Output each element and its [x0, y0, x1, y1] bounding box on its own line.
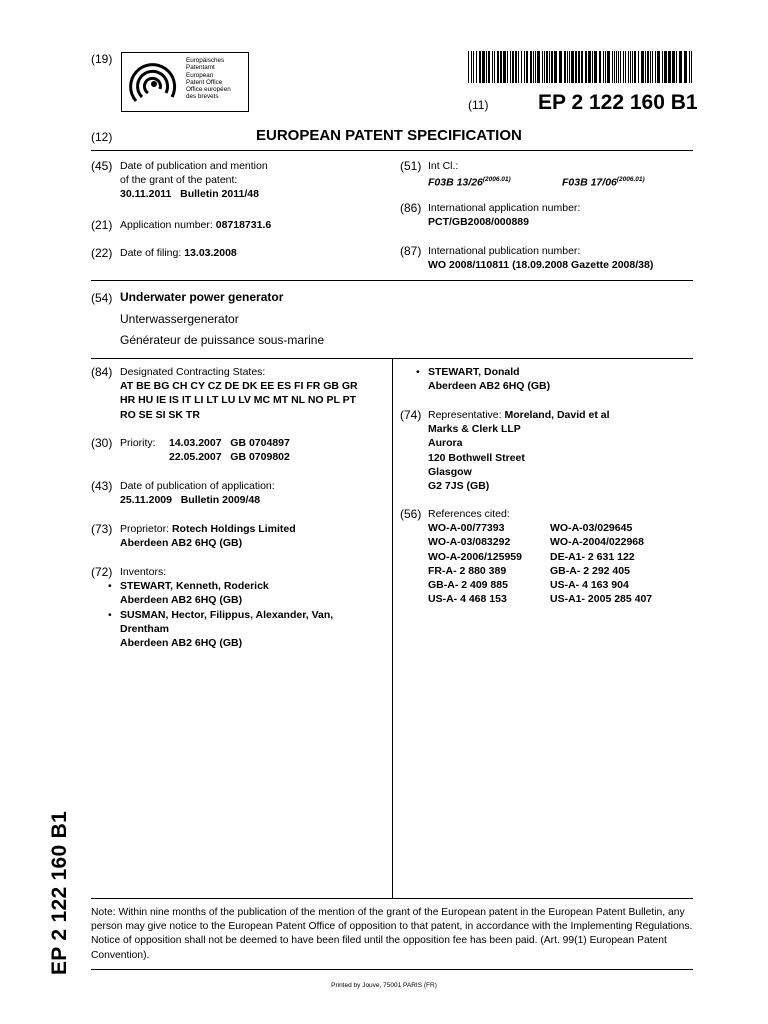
designated-states-block: Designated Contracting States: AT BE BG CH CY CZ DE DK EE ES FI FR GB GR HR HU IE IS IT LI LT LU LV MC MT NL NO PL PT RO SE SI SK TR [120, 366, 358, 421]
intl-publication-block: International publication number: WO 2008/110811 (18.09.2008 Gazette 2008/38) [428, 245, 654, 272]
inventor-2: SUSMAN, Hector, Filippus, Alexander, Van, Drentham Aberdeen AB2 6HQ (GB) [120, 609, 334, 650]
int-cl-1: F03B $13/26^{(2006.01)}$ [428, 176, 511, 189]
proprietor-address: Aberdeen AB2 6HQ (GB) [120, 537, 243, 550]
field-number-19: (19) [91, 52, 113, 66]
bullet-icon: • [416, 366, 420, 378]
field-number-21: (21) [91, 218, 113, 232]
reference-item: WO-A-03/083292 [428, 536, 511, 549]
application-publication-date: 25.11.2009 Bulletin 2009/48 [120, 494, 261, 507]
reference-item: WO-A-00/77393 [428, 522, 505, 534]
title-english: Underwater power generator [120, 290, 284, 304]
field-number-30: (30) [91, 436, 113, 450]
states-line: HR HU IE IS IT LI LT LU LV MC MT NL NO PL PT [120, 394, 357, 407]
inventors-label: Inventors: [120, 566, 167, 578]
field-number-86: (86) [400, 201, 422, 215]
int-cl-2: F03B $17/06^{(2006.01)}$ [562, 176, 645, 189]
reference-item: GB-A- 2 409 885 [428, 579, 508, 592]
application-publication-block: Date of publication of application: 25.11.2009 Bulletin 2009/48 [120, 480, 275, 507]
intl-application-block: International application number: PCT/GB2008/000889 [428, 202, 581, 229]
reference-item: WO-A-03/029645 [550, 522, 633, 534]
inventor-3: STEWART, Donald Aberdeen AB2 6HQ (GB) [428, 366, 551, 393]
divider [91, 898, 693, 899]
opposition-note: Note: Within nine months of the publication of the mention of the grant of the European patent in the European Patent Bulletin, any person may give notice to the European Patent Office of opposition to that patent, in accordance with the Implementing Regulations. Notice of opposition shall not be deemed to have been filed until the opposition fee has been paid. (Art. 99(1) European Patent Convention). [91, 907, 693, 961]
divider [91, 280, 693, 281]
filing-date-row: Date of filing: 13.03.2008 [120, 247, 237, 259]
side-publication-number: EP 2 122 160 B1 [48, 810, 71, 975]
reference-item: US-A1- 2005 285 407 [550, 593, 653, 606]
bullet-icon: • [108, 580, 112, 592]
reference-item: WO-A-2006/125959 [428, 550, 522, 563]
document-title: EUROPEAN PATENT SPECIFICATION [256, 127, 522, 144]
reference-item: WO-A-2004/022968 [550, 536, 644, 549]
references-label: References cited: [428, 508, 510, 520]
proprietor-name: Rotech Holdings Limited [171, 523, 296, 535]
epo-logo-icon [128, 57, 180, 109]
reference-item: US-A- 4 163 904 [550, 579, 629, 592]
field-number-11: (11) [468, 98, 489, 112]
field-number-45: (45) [91, 159, 113, 173]
field-number-87: (87) [400, 244, 422, 258]
title-german: Unterwassergenerator [120, 312, 239, 326]
states-line: AT BE BG CH CY CZ DE DK EE ES FI FR GB GR [120, 380, 358, 393]
field-number-84: (84) [91, 365, 113, 379]
field-number-72: (72) [91, 565, 113, 579]
field-number-22: (22) [91, 246, 113, 260]
field-number-73: (73) [91, 522, 113, 536]
states-line: RO SE SI SK TR [120, 408, 200, 421]
field-number-54: (54) [91, 291, 113, 305]
column-divider [392, 358, 393, 898]
application-number: 08718731.6 [215, 219, 272, 231]
epo-logo-box [121, 52, 249, 112]
divider [91, 150, 693, 151]
printer-footer: Printed by Jouve, 75001 PARIS (FR) [331, 982, 437, 989]
grant-publication-date: 30.11.2011 Bulletin 2011/48 [120, 188, 259, 201]
field-number-43: (43) [91, 479, 113, 493]
int-cl-label: Int Cl.: [428, 160, 459, 172]
publication-number: EP 2 122 160 B1 [538, 91, 698, 114]
intl-publication-number: WO 2008/110811 (18.09.2008 Gazette 2008/38) [428, 259, 654, 272]
priority-2: 22.05.2007 GB 0709802 [169, 451, 290, 463]
representative-block: Representative: Moreland, David et al Marks & Clerk LLP Aurora 120 Bothwell Street Glasgow G2 7JS (GB) [428, 409, 610, 493]
references-list [428, 521, 690, 607]
filing-date: 13.03.2008 [184, 247, 237, 259]
office-name: Europäisches Patentamt European Patent Office Office européen des brevets [186, 57, 231, 101]
intl-application-number: PCT/GB2008/000889 [428, 216, 529, 229]
inventor-1: STEWART, Kenneth, Roderick Aberdeen AB2 6HQ (GB) [120, 580, 269, 607]
field-number-51: (51) [400, 159, 422, 173]
field-number-74: (74) [400, 408, 422, 422]
title-french: Générateur de puissance sous-marine [120, 333, 325, 347]
reference-item: DE-A1- 2 631 122 [550, 550, 635, 563]
field-number-12: (12) [91, 130, 113, 144]
field-number-56: (56) [400, 507, 422, 521]
divider [91, 969, 693, 970]
reference-item: US-A- 4 468 153 [428, 593, 507, 606]
reference-item: FR-A- 2 880 389 [428, 564, 507, 577]
barcode-icon [468, 51, 692, 83]
proprietor-block: Proprietor: Rotech Holdings Limited Aberdeen AB2 6HQ (GB) [120, 523, 296, 550]
priority-1: 14.03.2007 GB 0704897 [169, 437, 290, 449]
application-number-row: Application number: 08718731.6 [120, 219, 272, 231]
grant-publication-block: Date of publication and mention of the grant of the patent: 30.11.2011 Bulletin 2011/48 [120, 160, 268, 201]
bullet-icon: • [108, 609, 112, 621]
reference-item: GB-A- 2 292 405 [550, 564, 630, 577]
priority-label: Priority: [120, 437, 156, 449]
